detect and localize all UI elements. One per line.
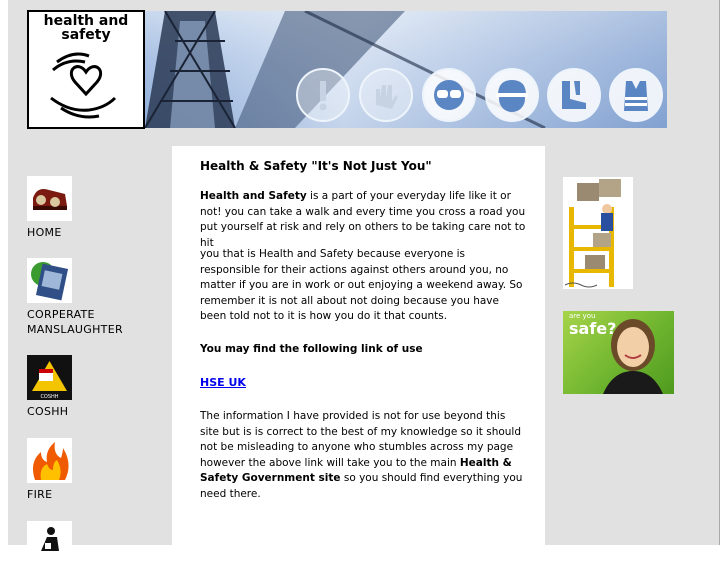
svg-text:COSHH: COSHH [40,394,59,400]
logo-text-line2: safety [61,27,111,43]
shoes-icon[interactable] [27,176,72,221]
sidebar-item-fire[interactable] [27,438,72,502]
intro-text: is a part of your everyday life like it or not! you can take a walk and every time you cross a road you put yourself at risk and rely on others to be taking care not to hit [200,190,526,249]
warning-sign-icon [296,68,350,122]
disclaimer-paragraph [200,409,527,502]
sidebar-item-label[interactable]: COSHH [27,405,69,418]
page-title: Health & Safety "It's Not Just You" [200,159,432,173]
hard-hat-icon [485,68,539,122]
sidebar-item-coshh[interactable] [27,355,72,419]
hi-vis-vest-icon [609,68,663,122]
hands-heart-icon [43,52,129,122]
site-logo[interactable] [27,10,145,129]
safe-text: safe? [569,319,617,338]
intro-bold: Health and Safety [200,190,307,202]
header-banner [145,11,667,128]
header [8,0,717,146]
sidebar-item-label[interactable]: HOME [27,226,62,239]
sidebar-nav [8,146,172,545]
report-icon[interactable] [27,258,72,303]
hazard-sign-icon[interactable] [27,355,72,400]
fire-icon[interactable] [27,438,72,483]
sidebar-item-label-line2[interactable]: MANSLAUGHTER [27,323,123,336]
disclaimer-end: so you should find everything you need there. [200,472,523,500]
sidebar-item-label[interactable]: FIRE [27,488,53,501]
sidebar-item-home[interactable] [27,176,72,240]
ladder-boxes-illustration [563,177,633,289]
are-you-safe-image [563,311,674,394]
right-column [545,146,717,446]
links-heading: You may find the following link of use [200,343,423,355]
logo-text-line1: health and [43,13,129,29]
hse-uk-link[interactable]: HSE UK [200,376,246,389]
disclaimer-text: The information I have provided is not for use beyond this site but is is correct to the best of my knowledge so it should not be misleading to anyone who stumbles across my page however the above link will take you to the main [200,410,522,469]
main-content [172,146,545,545]
intro-paragraph [200,189,527,251]
gloves-icon [359,68,413,122]
sidebar-item-label[interactable]: CORPERATE [27,308,95,321]
second-paragraph: you that is Health and Safety because everyone is responsible for their actions against others around you, no matter if you are in work or out enjoying a weekend away. So remember it is not all about not doing because you have been told not to it is how you do it that counts. [200,248,523,322]
disclaimer-bold: Health & Safety Government site [200,456,512,484]
safety-boots-icon [547,68,601,122]
first-aid-icon[interactable] [27,521,72,566]
woman-portrait [563,311,674,394]
safety-glasses-icon [422,68,476,122]
sidebar-item-corporate-manslaughter[interactable] [27,258,123,337]
are-you-text: are you [569,312,596,320]
sidebar-item-first-aid[interactable] [27,521,72,566]
logo-text [29,14,143,42]
